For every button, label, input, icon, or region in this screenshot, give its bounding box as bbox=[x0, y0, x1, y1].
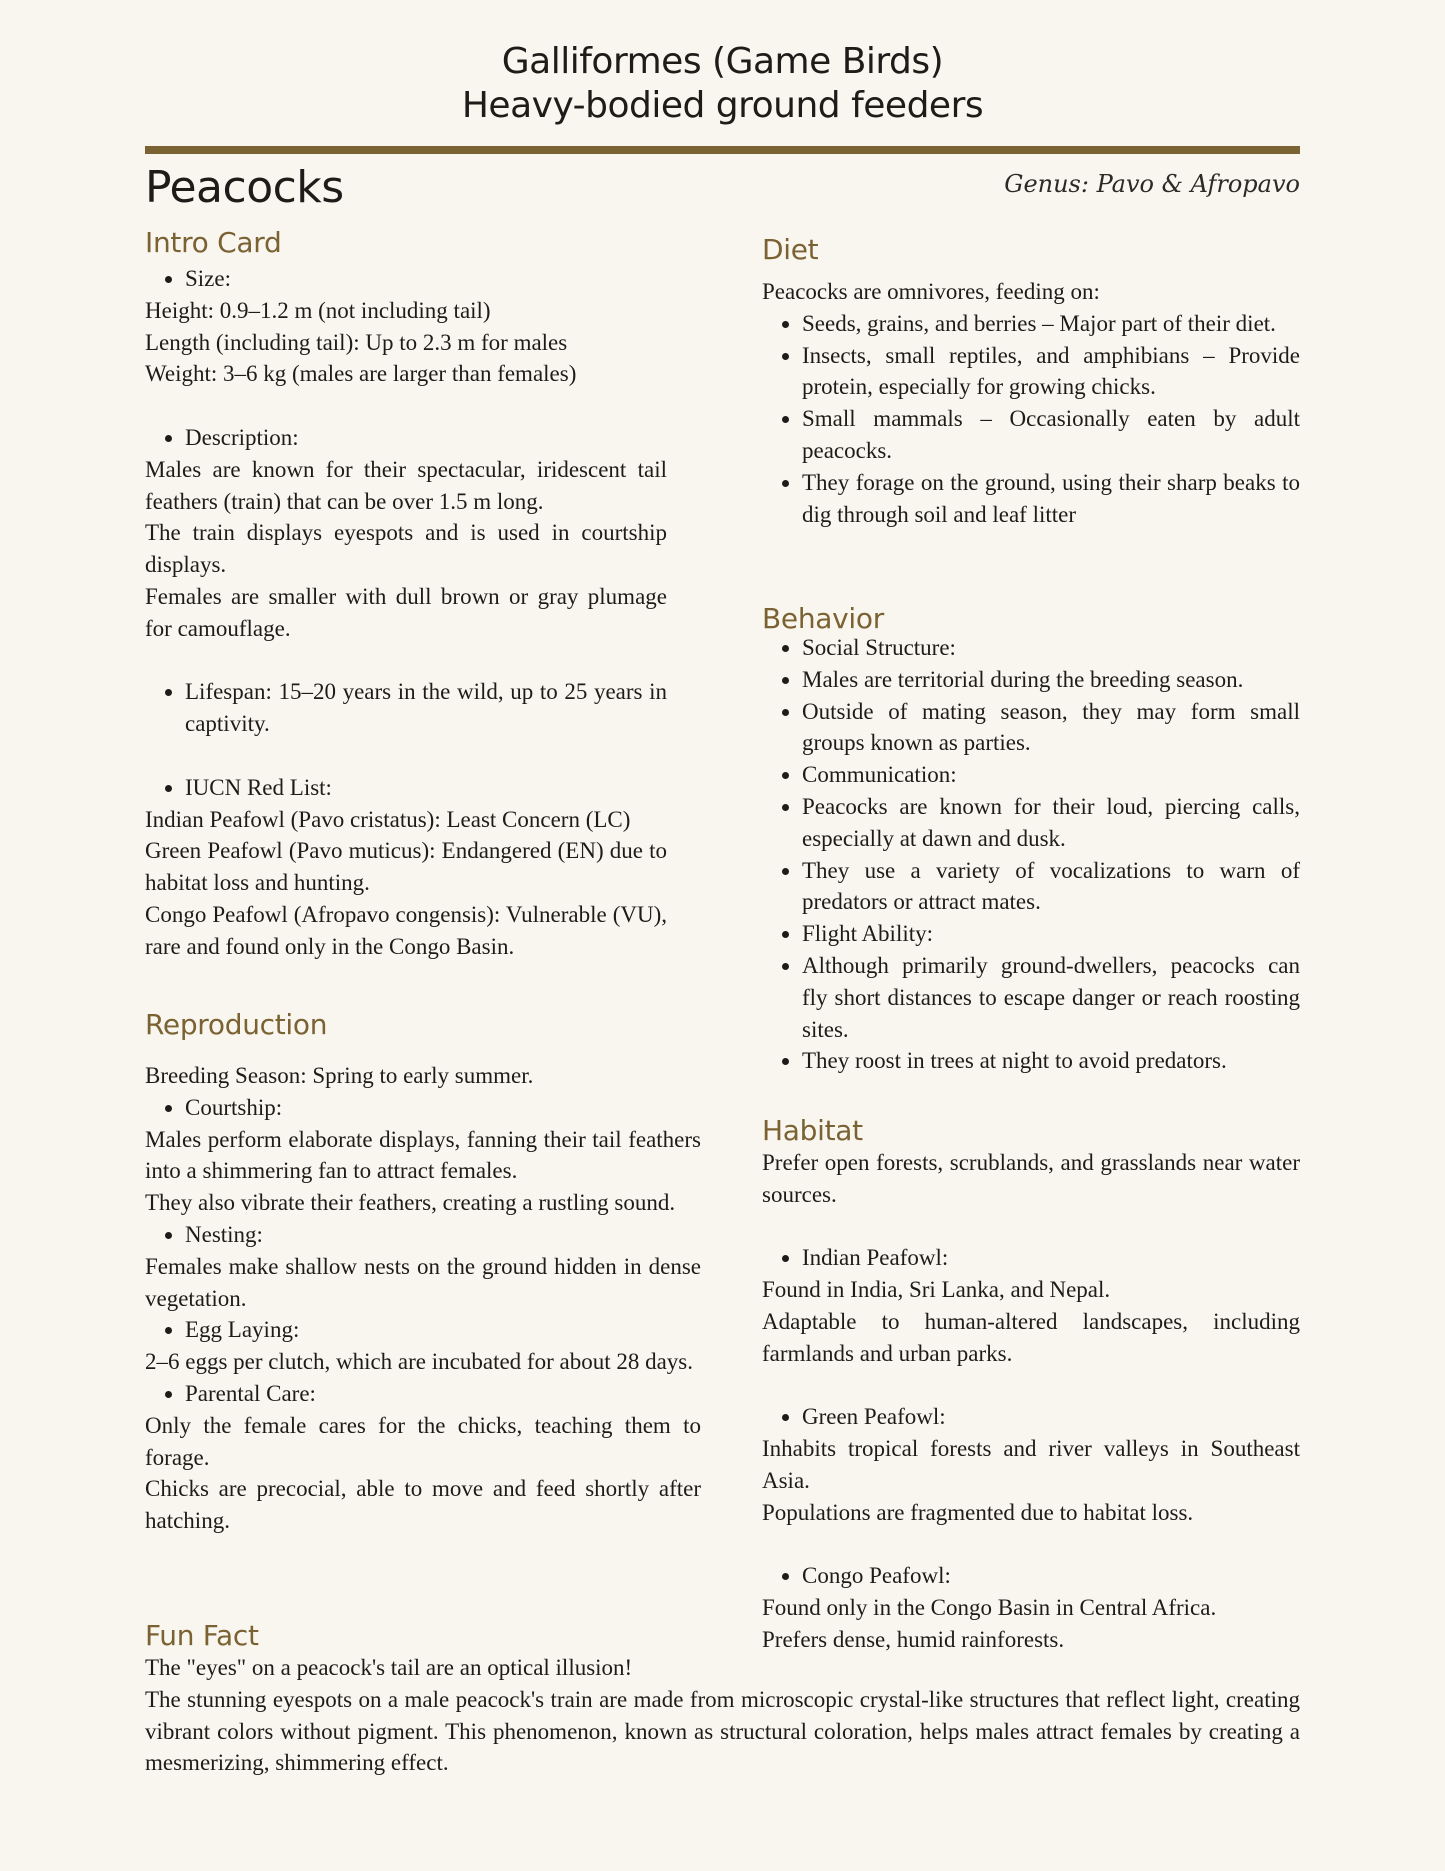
habitat-text: Prefers dense, humid rainforests. bbox=[762, 1626, 1065, 1652]
description-label: • Description: bbox=[185, 422, 667, 454]
diet-section bbox=[762, 276, 1300, 530]
fun-fact-section bbox=[145, 1652, 1300, 1779]
breeding-season: Breeding Season: Spring to early summer. bbox=[145, 1063, 534, 1088]
diet-item: • Seeds, grains, and berries – Major part of their diet. bbox=[802, 308, 1300, 340]
description-text: Males are known for their spectacular, iridescent tail feathers (train) that can be over 1.5 m long. bbox=[145, 456, 667, 514]
habitat-text: Found in India, Sri Lanka, and Nepal. bbox=[762, 1277, 1111, 1303]
behavior-item: • Although primarily ground-dwellers, peacocks can fly short distances to escape danger or reach roosting sites. bbox=[802, 950, 1300, 1045]
iucn-label: • IUCN Red List: bbox=[185, 772, 667, 804]
habitat-heading: Habitat bbox=[762, 1114, 863, 1147]
behavior-item: • Flight Ability: bbox=[802, 918, 1300, 950]
header-divider bbox=[145, 146, 1300, 154]
iucn-status: Congo Peafowl (Afropavo congensis): Vulnerable (VU), rare and found only in the Congo Basin. bbox=[145, 901, 667, 959]
behavior-item: • Social Structure: bbox=[802, 632, 1300, 664]
behavior-item: • They use a variety of vocalizations to warn of predators or attract mates. bbox=[802, 855, 1300, 919]
size-length: Length (including tail): Up to 2.3 m for males bbox=[145, 329, 568, 355]
diet-intro: Peacocks are omnivores, feeding on: bbox=[762, 279, 1100, 304]
description-text: Females are smaller with dull brown or gray plumage for camouflage. bbox=[145, 583, 667, 641]
courtship-text: Males perform elaborate displays, fanning their tail feathers into a shimmering fan to attract females. bbox=[145, 1126, 701, 1184]
habitat-text: Populations are fragmented due to habitat loss. bbox=[762, 1499, 1194, 1525]
courtship-label: • Courtship: bbox=[185, 1092, 701, 1124]
diet-heading: Diet bbox=[762, 233, 819, 266]
fun-fact-heading: Fun Fact bbox=[145, 1619, 259, 1652]
reproduction-section bbox=[145, 1060, 701, 1537]
header-subtitle: Heavy-bodied ground feeders bbox=[461, 85, 984, 126]
diet-item: • They forage on the ground, using their sharp beaks to dig through soil and leaf litter bbox=[802, 467, 1300, 531]
care-text: Chicks are precocial, able to move and feed shortly after hatching. bbox=[145, 1476, 701, 1534]
iucn-status: Indian Peafowl (Pavo cristatus): Least Concern (LC) bbox=[145, 806, 631, 832]
congo-peafowl-label: • Congo Peafowl: bbox=[802, 1560, 1300, 1592]
diet-item: • Insects, small reptiles, and amphibians – Provide protein, especially for growing chicks. bbox=[802, 340, 1300, 404]
lifespan-item: • Lifespan: 15–20 years in the wild, up to 25 years in captivity. bbox=[185, 676, 667, 740]
habitat-intro: Prefer open forests, scrublands, and grasslands near water sources. bbox=[762, 1150, 1300, 1207]
header-order: Galliformes (Game Birds) bbox=[501, 41, 944, 82]
fun-fact-text: The stunning eyespots on a male peacock's train are made from microscopic crystal-like structures that reflect light, creating vibrant colors without pigment. This phenomenon, known as structural coloration, helps males attract females by creating a mesmerizing, shimmering effect. bbox=[145, 1686, 1300, 1776]
egg-label: • Egg Laying: bbox=[185, 1314, 701, 1346]
nesting-label: • Nesting: bbox=[185, 1219, 701, 1251]
care-text: Only the female cares for the chicks, teaching them to forage. bbox=[145, 1412, 701, 1470]
fun-fact-headline: The "eyes" on a peacock's tail are an optical illusion! bbox=[145, 1655, 633, 1680]
size-label: • Size: bbox=[185, 263, 667, 295]
behavior-item: • Males are territorial during the breeding season. bbox=[802, 664, 1300, 696]
indian-peafowl-label: • Indian Peafowl: bbox=[802, 1242, 1300, 1274]
habitat-section bbox=[762, 1147, 1300, 1656]
egg-text: 2–6 eggs per clutch, which are incubated for about 28 days. bbox=[145, 1349, 693, 1375]
habitat-text: Inhabits tropical forests and river valleys in Southeast Asia. bbox=[762, 1436, 1300, 1493]
reproduction-heading: Reproduction bbox=[145, 1008, 328, 1041]
page-header bbox=[0, 40, 1445, 128]
behavior-item: • Peacocks are known for their loud, piercing calls, especially at dawn and dusk. bbox=[802, 791, 1300, 855]
care-label: • Parental Care: bbox=[185, 1378, 701, 1410]
habitat-text: Found only in the Congo Basin in Central Africa. bbox=[762, 1595, 1217, 1621]
behavior-heading: Behavior bbox=[762, 602, 884, 635]
page-title: Peacocks bbox=[145, 162, 344, 213]
intro-section bbox=[145, 263, 667, 963]
behavior-item: • Outside of mating season, they may form small groups known as parties. bbox=[802, 696, 1300, 760]
behavior-item: • Communication: bbox=[802, 759, 1300, 791]
size-weight: Weight: 3–6 kg (males are larger than females) bbox=[145, 361, 577, 387]
intro-heading: Intro Card bbox=[145, 226, 282, 259]
courtship-text: They also vibrate their feathers, creating a rustling sound. bbox=[145, 1190, 676, 1216]
habitat-text: Adaptable to human-altered landscapes, including farmlands and urban parks. bbox=[762, 1308, 1300, 1366]
behavior-item: • They roost in trees at night to avoid predators. bbox=[802, 1045, 1300, 1077]
green-peafowl-label: • Green Peafowl: bbox=[802, 1401, 1300, 1433]
iucn-status: Green Peafowl (Pavo muticus): Endangered (EN) due to habitat loss and hunting. bbox=[145, 838, 667, 896]
genus-label: Genus: Pavo & Afropavo bbox=[1004, 170, 1300, 198]
size-height: Height: 0.9–1.2 m (not including tail) bbox=[145, 297, 491, 323]
nesting-text: Females make shallow nests on the ground hidden in dense vegetation. bbox=[145, 1253, 701, 1311]
description-text: The train displays eyespots and is used in courtship displays. bbox=[145, 520, 667, 578]
behavior-section bbox=[762, 632, 1300, 1077]
diet-item: • Small mammals – Occasionally eaten by adult peacocks. bbox=[802, 403, 1300, 467]
